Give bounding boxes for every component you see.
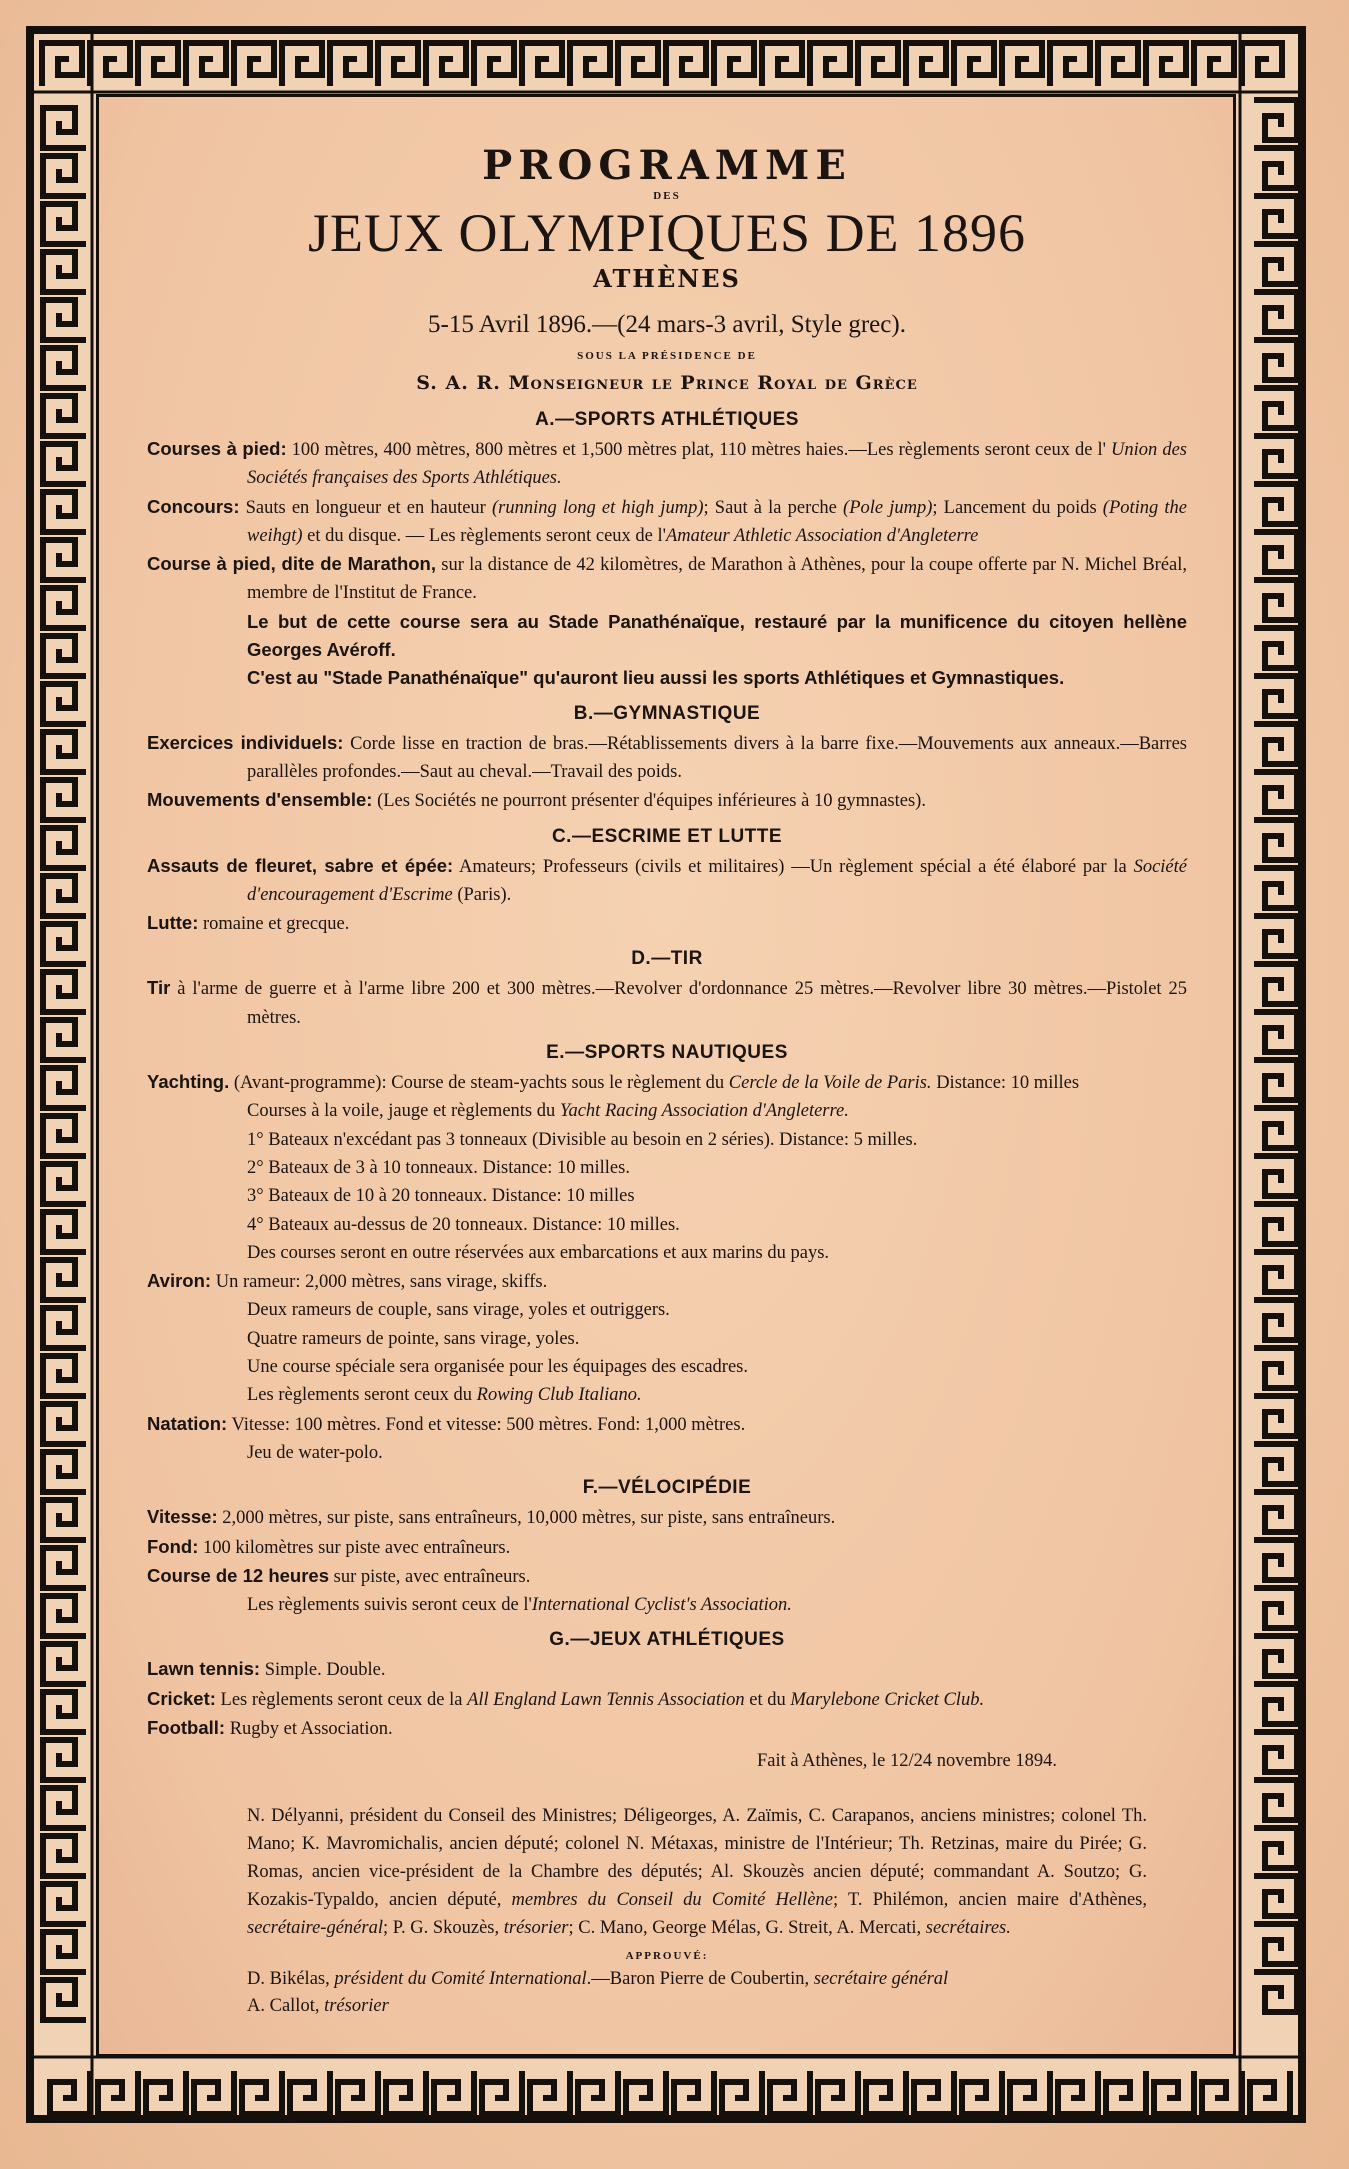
lawn-key: Lawn tennis: — [147, 1658, 261, 1680]
greek-key-border — [26, 26, 1306, 2123]
ens-text: (Les Sociétés ne pourront présenter d'équipes inférieures à 10 gymnastes). — [372, 791, 926, 812]
course-12h — [147, 1562, 1187, 1591]
cricket-key: Cricket: — [147, 1687, 216, 1709]
vitesse — [147, 1503, 1187, 1532]
concours-t3: ; Lancement du poids — [932, 497, 1103, 518]
fond — [147, 1533, 1187, 1562]
concours-t1: Sauts en longueur et en hauteur — [239, 497, 492, 518]
signatories — [147, 1802, 1187, 1942]
concours-key: Concours: — [147, 495, 240, 517]
ind-text: Corde lisse en traction de bras.—Rétablissements divers à la barre fixe.—Mouvements aux anneaux.—Barres parallèles profondes.—Saut au cheval.—Travail des poids. — [247, 733, 1187, 782]
exercices-individuels — [147, 729, 1187, 787]
concours-i2: (Pole jump) — [843, 497, 933, 518]
concours-t2: ; Saut à la perche — [703, 497, 844, 518]
sig-i2: secrétaire-général — [247, 1917, 383, 1938]
bateaux-1: 1° Bateaux n'excédant pas 3 tonneaux (Divisible au besoin en 2 séries). Distance: 5 milles. — [247, 1129, 918, 1150]
sig-i3: trésorier — [503, 1917, 569, 1938]
bikelas-ital2: secrétaire général — [813, 1968, 949, 1989]
section-f-title: F.—VÉLOCIPÉDIE — [582, 1477, 752, 1499]
callot-name: A. Callot, — [247, 1995, 325, 2016]
concours-t4: et du disque. — Les règlements seront ceux de l' — [302, 525, 666, 546]
ass-key: Assauts de fleuret, sabre et épée: — [147, 854, 454, 876]
inner-panel — [96, 94, 1236, 2057]
ass-text: Amateurs; Professeurs (civils et militaires) —Un règlement spécial a été élaboré par la — [453, 856, 1134, 877]
bikelas-line — [147, 1966, 1187, 1993]
ens-key: Mouvements d'ensemble: — [147, 789, 373, 811]
regl-ital: International Cyclist's Association. — [531, 1595, 792, 1616]
section-a-title: A.—SPORTS ATHLÉTIQUES — [535, 409, 799, 430]
marathon-sports: C'est au "Stade Panathénaïque" qu'auront lieu aussi les sports Athlétiques et Gymnastiques. — [247, 667, 1065, 689]
yachting — [147, 1068, 1187, 1097]
courses-key: Courses à pied: — [147, 438, 287, 459]
yacht-key: Yachting. — [147, 1071, 230, 1093]
tir — [147, 974, 1187, 1032]
sig-p1: N. Délyanni, président du Conseil des Ministres; Déligeorges, A. Zaïmis, C. Carapanos, anciens ministres; colonel Th. Mano; K. Mavromichalis, ancien député; colonel N. Métaxas, ministre de l'Intérieur; Th. Retzinas, maire du Pirée; G. Romas, ancien vice-président de la Chambre des députés; Al. Skouzès ancien député; commandant A. Soutzo; G. Kozakis-Typaldo, ancien député, — [247, 1805, 1147, 1910]
sig-p4: ; C. Mano, George Mélas, G. Streit, A. Mercati, — [568, 1917, 926, 1938]
marathon — [147, 550, 1187, 608]
des-label: DES — [653, 190, 681, 202]
lutte — [147, 909, 1187, 938]
voile-ital: Yacht Racing Association d'Angleterre. — [559, 1101, 849, 1122]
yacht-text2: Distance: 10 milles — [931, 1073, 1080, 1094]
regl-text: Les règlements suivis seront ceux de l' — [247, 1595, 532, 1616]
concours — [147, 493, 1187, 551]
fait-a-athenes: Fait à Athènes, le 12/24 novembre 1894. — [756, 1751, 1057, 1772]
lutte-text: romaine et grecque. — [198, 914, 350, 935]
c12-text: sur piste, avec entraîneurs. — [329, 1566, 531, 1587]
fond-text: 100 kilomètres sur piste avec entraîneurs. — [198, 1537, 511, 1558]
natation — [147, 1410, 1187, 1439]
courses-a-pied — [147, 435, 1187, 493]
bikelas-name: D. Bikélas, — [247, 1968, 335, 1989]
courses-reservees: Des courses seront en outre réservées aux embarcations et aux marins du pays. — [247, 1242, 830, 1263]
callot-ital: trésorier — [324, 1995, 389, 2016]
aviron-5 — [147, 1381, 1187, 1409]
lawn-tennis — [147, 1655, 1187, 1684]
concours-i1: (running long et high jump) — [491, 497, 704, 518]
sig-i4: secrétaires. — [925, 1917, 1011, 1938]
foot-key: Football: — [147, 1716, 226, 1738]
president-name: S. A. R. Monseigneur le Prince Royal de Grèce — [416, 372, 918, 394]
reglements-cyclist — [147, 1591, 1187, 1619]
water-polo: Jeu de water-polo. — [247, 1442, 383, 1463]
city-label: ATHÈNES — [593, 264, 741, 293]
bateaux-3: 3° Bateaux de 10 à 20 tonneaux. Distance: 10 milles — [247, 1186, 635, 1207]
callot-line — [147, 1993, 1187, 2020]
tir-text: à l'arme de guerre et à l'arme libre 200 et 300 mètres.—Revolver d'ordonnance 25 mètres.—Revolver libre 30 mètres.—Pistolet 25 mètres. — [170, 979, 1187, 1028]
section-d-title: D.—TIR — [631, 948, 703, 970]
cricket-text: Les règlements seront ceux de la — [215, 1689, 468, 1710]
aviron-3: Quatre rameurs de pointe, sans virage, yoles. — [247, 1328, 580, 1349]
sig-p3: ; P. G. Skouzès, — [382, 1917, 504, 1938]
programme-heading: PROGRAMME — [482, 142, 852, 189]
ass-text2: (Paris). — [452, 884, 512, 905]
tir-key: Tir — [147, 977, 171, 999]
ass-ital: Société d'encouragement d'Escrime — [247, 856, 1187, 905]
vit-key: Vitesse: — [147, 1506, 218, 1528]
cricket-text2: et du — [744, 1689, 791, 1710]
bikelas-text2: .—Baron Pierre de Coubertin, — [586, 1968, 814, 1989]
concours-i3: (Poting the weihgt) — [247, 497, 1188, 546]
presidency-label: SOUS LA PRÉSIDENCE DE — [577, 350, 757, 362]
cricket-ital1: All England Lawn Tennis Association — [467, 1689, 745, 1710]
nat-key: Natation: — [147, 1412, 228, 1434]
page-title: JEUX OLYMPIQUES DE 1896 — [307, 203, 1027, 263]
aviron — [147, 1267, 1187, 1296]
yacht-text: (Avant-programme): Course de steam-yachts sous le règlement du — [229, 1073, 729, 1094]
yacht-ital: Cercle de la Voile de Paris. — [728, 1073, 932, 1094]
foot-text: Rugby et Association. — [225, 1718, 393, 1739]
concours-i4: Amateur Athletic Association d'Angleterre — [665, 525, 979, 546]
marathon-text: sur la distance de 42 kilomètres, de Marathon à Athènes, pour la coupe offerte par N. Michel Bréal, membre de l'Institut de France. — [247, 555, 1188, 604]
marathon-stade: Le but de cette course sera au Stade Panathénaïque, restauré par la munificence du citoyen hellène Georges Avéroff. — [247, 610, 1187, 661]
lutte-key: Lutte: — [147, 912, 199, 934]
c12-key: Course de 12 heures — [147, 1564, 329, 1586]
approuve-label: APPROUVÉ: — [625, 1949, 709, 1962]
section-e-title: E.—SPORTS NAUTIQUES — [546, 1042, 788, 1064]
bikelas-ital: président du Comité International — [334, 1968, 587, 1989]
sig-i1: membres du Conseil du Comité Hellène — [511, 1889, 833, 1910]
aviron-2: Deux rameurs de couple, sans virage, yoles et outriggers. — [247, 1300, 670, 1321]
voile-text: Courses à la voile, jauge et règlements du — [247, 1101, 560, 1122]
courses-ital: Union des Sociétés françaises des Sports Athlétiques. — [247, 440, 1188, 489]
fond-key: Fond: — [147, 1535, 199, 1557]
programme-content — [147, 133, 1187, 2020]
section-g-title: G.—JEUX ATHLÉTIQUES — [549, 1629, 785, 1651]
marathon-key: Course à pied, dite de Marathon, — [147, 553, 436, 575]
bateaux-2: 2° Bateaux de 3 à 10 tonneaux. Distance: 10 milles. — [247, 1157, 630, 1178]
ind-key: Exercices individuels: — [147, 731, 344, 753]
av5-text: Les règlements seront ceux du — [247, 1385, 477, 1406]
bateaux-4: 4° Bateaux au-dessus de 20 tonneaux. Distance: 10 milles. — [247, 1214, 680, 1235]
lawn-text: Simple. Double. — [260, 1660, 386, 1681]
aviron-4: Une course spéciale sera organisée pour les équipages des escadres. — [247, 1357, 749, 1378]
section-b-title: B.—GYMNASTIQUE — [573, 702, 761, 724]
courses-text: 100 mètres, 400 mètres, 800 mètres et 1,500 mètres plat, 110 mètres haies.—Les règlements seront ceux de l' — [286, 440, 1112, 460]
football — [147, 1714, 1187, 1743]
assauts — [147, 852, 1187, 910]
mouvements-ensemble — [147, 786, 1187, 815]
cricket-ital2: Marylebone Cricket Club. — [790, 1689, 985, 1710]
vit-text: 2,000 mètres, sur piste, sans entraîneurs, 10,000 mètres, sur piste, sans entraîneurs. — [217, 1508, 836, 1529]
aviron-key: Aviron: — [147, 1270, 212, 1292]
section-c-title: C.—ESCRIME ET LUTTE — [551, 825, 783, 847]
dates-line: 5-15 Avril 1896.—(24 mars-3 avril, Style grec). — [428, 311, 906, 338]
av5-ital: Rowing Club Italiano. — [476, 1385, 642, 1406]
courses-voile — [147, 1097, 1187, 1125]
aviron-text: Un rameur: 2,000 mètres, sans virage, skiffs. — [211, 1272, 548, 1293]
sig-p2: ; T. Philémon, ancien maire d'Athènes, — [833, 1889, 1147, 1910]
cricket — [147, 1685, 1187, 1714]
nat-text: Vitesse: 100 mètres. Fond et vitesse: 500 mètres. Fond: 1,000 mètres. — [227, 1414, 746, 1435]
